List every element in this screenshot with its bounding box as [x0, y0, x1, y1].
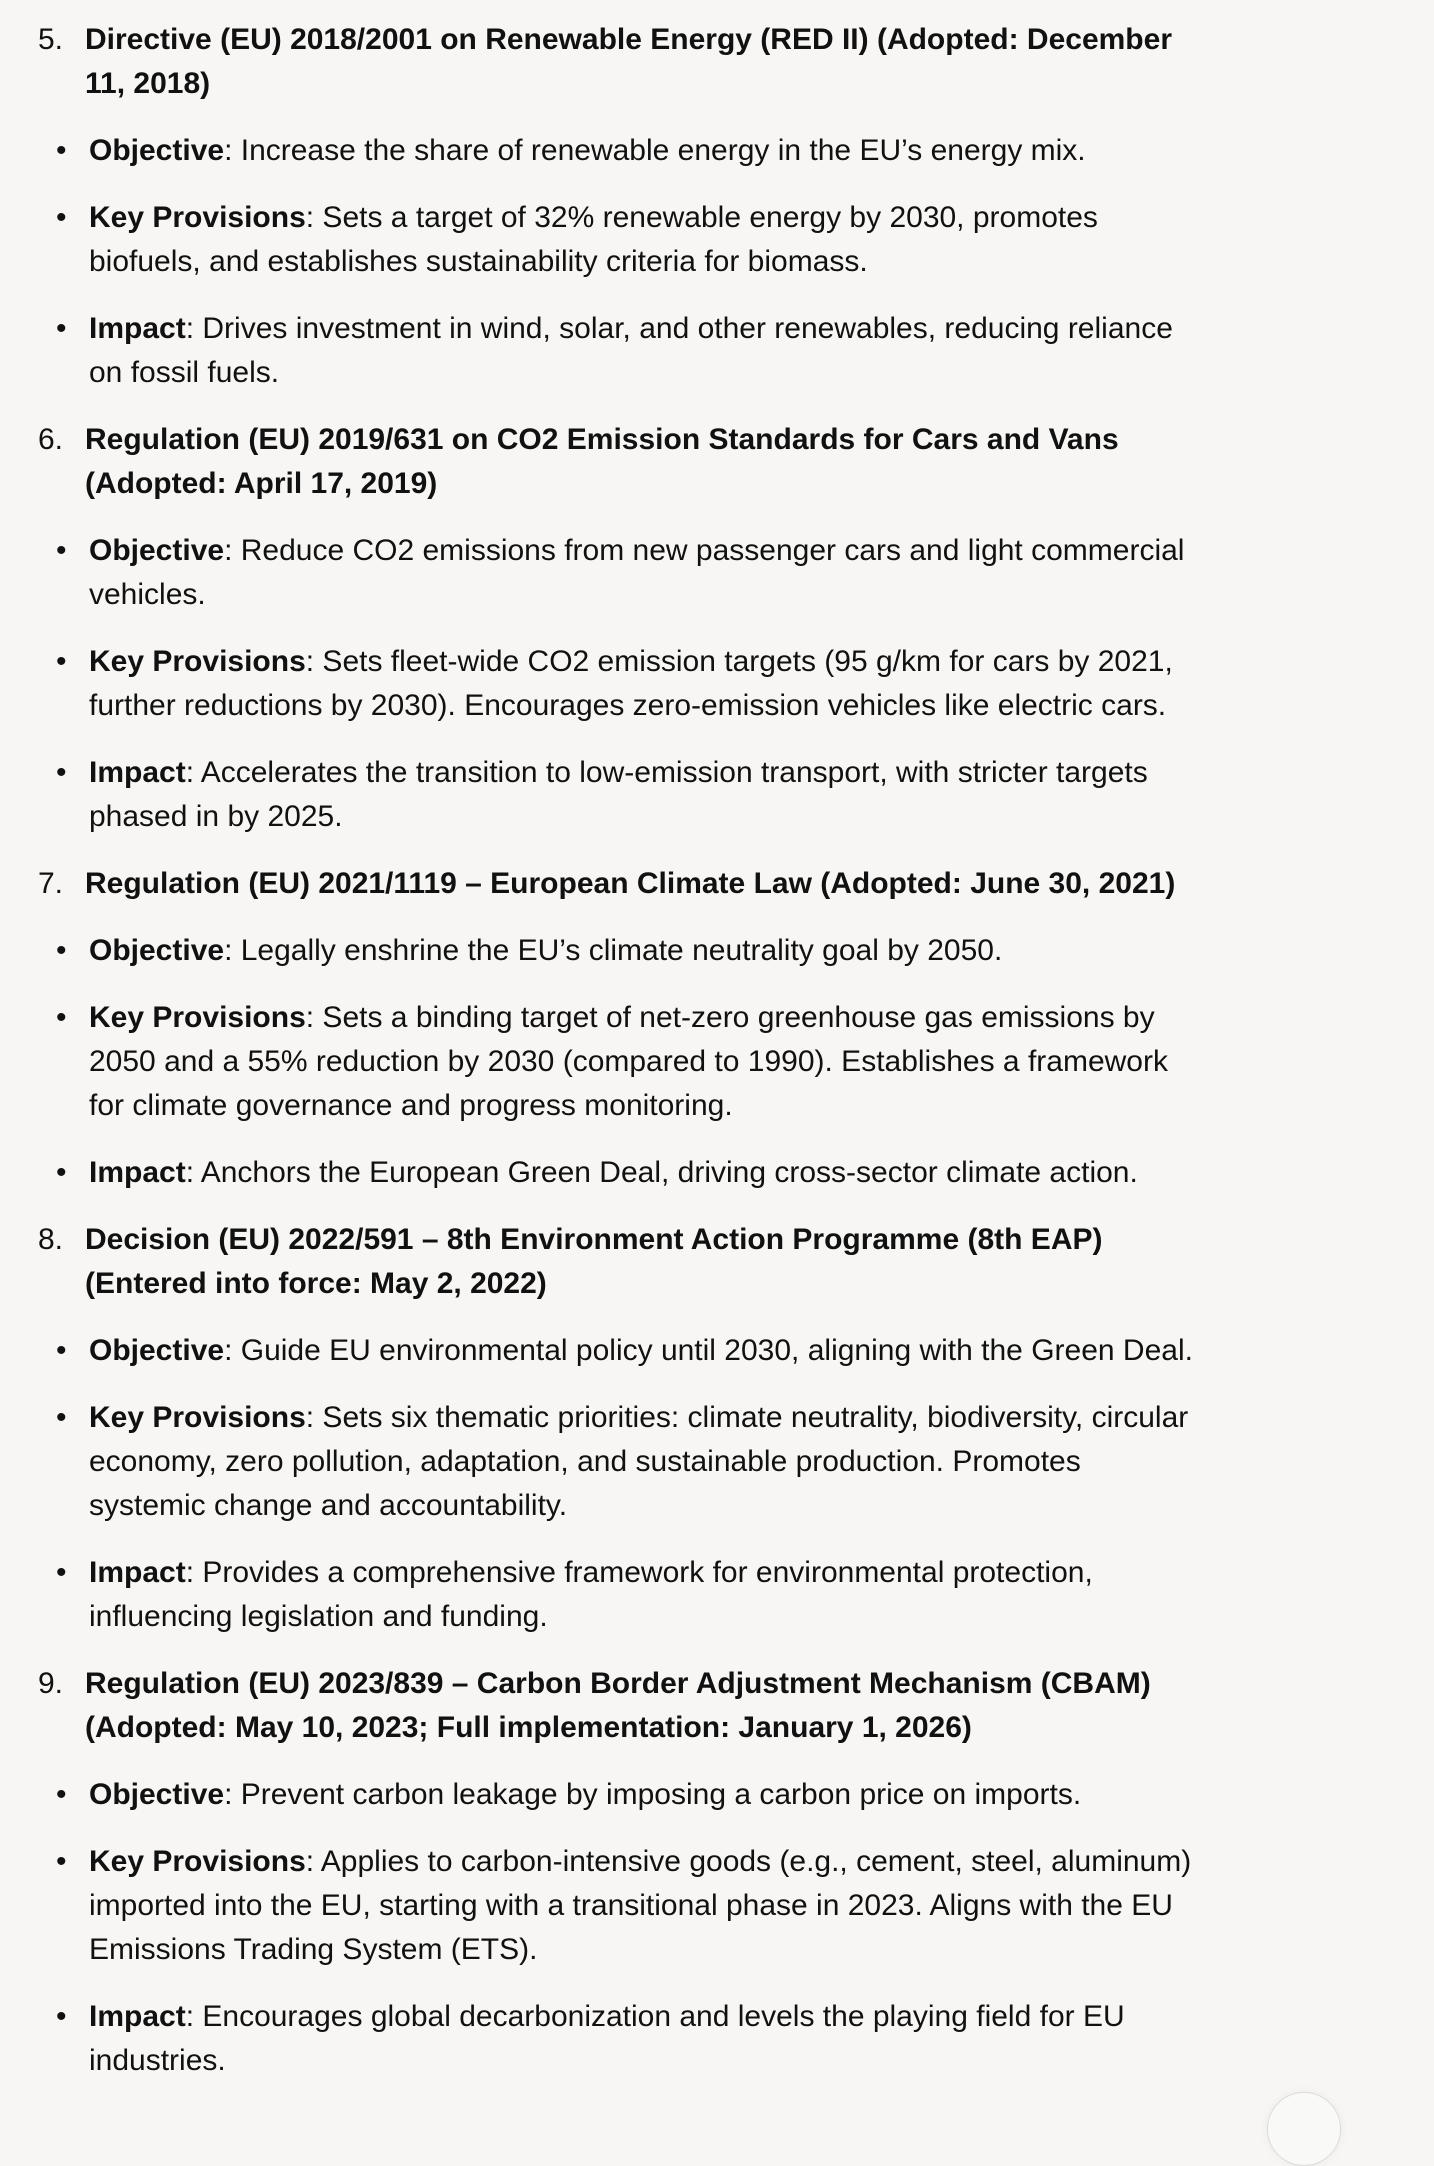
- bullet-line: [89, 1884, 1434, 1928]
- response-content: [0, 18, 1434, 2106]
- list-item-heading: [0, 1662, 1434, 1750]
- bullet-line: [89, 1928, 1434, 1972]
- bullet-line: [89, 1995, 1434, 2039]
- bullet-item: [0, 1840, 1434, 1972]
- bullet-text: : Reduce CO2 emissions from new passenger cars and light commercial: [224, 534, 1185, 567]
- bullet-icon: •: [56, 1401, 67, 1434]
- bullet-line: [89, 1084, 1434, 1128]
- bullet-line: [89, 795, 1434, 839]
- bullet-line: [89, 1329, 1434, 1373]
- bullet-icon: •: [56, 534, 67, 567]
- bullet-icon: •: [56, 645, 67, 678]
- bullet-label: Objective: [89, 134, 225, 167]
- bullet-text: : Sets six thematic priorities: climate neutrality, biodiversity, circular: [305, 1401, 1189, 1434]
- bullet-text: industries.: [89, 2044, 226, 2077]
- list-item-heading: [0, 1218, 1434, 1306]
- list-number: 8.: [38, 1223, 64, 1256]
- bullet-label: Objective: [89, 1778, 225, 1811]
- bullet-text: on fossil fuels.: [89, 356, 280, 389]
- bullet-line: [89, 684, 1434, 728]
- bullet-label: Impact: [89, 2000, 186, 2033]
- bullet-icon: •: [56, 1001, 67, 1034]
- bullet-text: : Legally enshrine the EU’s climate neutrality goal by 2050.: [224, 934, 1003, 967]
- bullet-icon: •: [56, 1845, 67, 1878]
- heading-line: (Adopted: April 17, 2019): [85, 467, 438, 500]
- bullet-line: [89, 1396, 1434, 1440]
- bullet-icon: •: [56, 1156, 67, 1189]
- bullet-label: Objective: [89, 1334, 225, 1367]
- bullet-item: [0, 1551, 1434, 1639]
- list-number: 7.: [38, 867, 64, 900]
- list-item-heading: [0, 18, 1434, 106]
- bullet-item: [0, 1995, 1434, 2083]
- bullet-icon: •: [56, 1556, 67, 1589]
- bullet-line: [89, 351, 1434, 395]
- bullet-line: [89, 240, 1434, 284]
- bullet-line: [89, 1484, 1434, 1528]
- bullet-item: [0, 751, 1434, 839]
- heading-line: Directive (EU) 2018/2001 on Renewable Energy (RED II) (Adopted: December: [85, 23, 1172, 56]
- bullet-item: [0, 529, 1434, 617]
- bullet-item: [0, 640, 1434, 728]
- heading-line: Decision (EU) 2022/591 – 8th Environment Action Programme (8th EAP): [85, 1223, 1103, 1256]
- heading-line: Regulation (EU) 2023/839 – Carbon Border Adjustment Mechanism (CBAM): [85, 1667, 1151, 1700]
- bullet-line: [89, 1773, 1434, 1817]
- bullet-text: influencing legislation and funding.: [89, 1600, 548, 1633]
- bullet-text: for climate governance and progress monitoring.: [89, 1089, 733, 1122]
- bullet-text: : Applies to carbon-intensive goods (e.g., cement, steel, aluminum): [305, 1845, 1192, 1878]
- bullet-icon: •: [56, 2000, 67, 2033]
- bullet-text: further reductions by 2030). Encourages zero-emission vehicles like electric cars.: [89, 689, 1167, 722]
- bullet-item: [0, 129, 1434, 173]
- bullet-label: Key Provisions: [89, 1401, 306, 1434]
- bullet-text: systemic change and accountability.: [89, 1489, 568, 1522]
- bullet-text: phased in by 2025.: [89, 800, 343, 833]
- bullet-line: [89, 929, 1434, 973]
- bullet-text: : Accelerates the transition to low-emission transport, with stricter targets: [185, 756, 1148, 789]
- list-number: 5.: [38, 23, 64, 56]
- bullet-item: [0, 929, 1434, 973]
- bullet-icon: •: [56, 134, 67, 167]
- bullet-text: imported into the EU, starting with a transitional phase in 2023. Aligns with the EU: [89, 1889, 1173, 1922]
- bullet-line: [89, 529, 1434, 573]
- bullet-line: [89, 196, 1434, 240]
- bullet-icon: •: [56, 1334, 67, 1367]
- bullet-line: [89, 1440, 1434, 1484]
- heading-line: Regulation (EU) 2019/631 on CO2 Emission Standards for Cars and Vans: [85, 423, 1119, 456]
- bullet-line: [89, 996, 1434, 1040]
- bullet-item: [0, 1396, 1434, 1528]
- bullet-label: Impact: [89, 756, 186, 789]
- scroll-to-bottom-button[interactable]: [1267, 2092, 1341, 2166]
- heading-line: 11, 2018): [85, 67, 211, 100]
- bullet-line: [89, 751, 1434, 795]
- bullet-text: 2050 and a 55% reduction by 2030 (compared to 1990). Establishes a framework: [89, 1045, 1168, 1078]
- bullet-item: [0, 307, 1434, 395]
- bullet-text: : Sets fleet-wide CO2 emission targets (95 g/km for cars by 2021,: [305, 645, 1173, 678]
- bullet-text: : Sets a target of 32% renewable energy by 2030, promotes: [305, 201, 1098, 234]
- bullet-text: : Prevent carbon leakage by imposing a carbon price on imports.: [224, 1778, 1082, 1811]
- bullet-item: [0, 996, 1434, 1128]
- bullet-text: : Drives investment in wind, solar, and other renewables, reducing reliance: [185, 312, 1173, 345]
- bullet-icon: •: [56, 312, 67, 345]
- bullet-text: Emissions Trading System (ETS).: [89, 1933, 538, 1966]
- bullet-line: [89, 129, 1434, 173]
- bullet-line: [89, 1595, 1434, 1639]
- bullet-text: : Sets a binding target of net-zero greenhouse gas emissions by: [305, 1001, 1155, 1034]
- bullet-item: [0, 1773, 1434, 1817]
- bullet-text: : Increase the share of renewable energy in the EU’s energy mix.: [224, 134, 1086, 167]
- bullet-line: [89, 1840, 1434, 1884]
- bullet-label: Impact: [89, 1156, 186, 1189]
- bullet-icon: •: [56, 934, 67, 967]
- heading-line: Regulation (EU) 2021/1119 – European Climate Law (Adopted: June 30, 2021): [85, 867, 1176, 900]
- bullet-item: [0, 1329, 1434, 1373]
- bullet-text: : Provides a comprehensive framework for environmental protection,: [185, 1556, 1093, 1589]
- heading-line: (Adopted: May 10, 2023; Full implementation: January 1, 2026): [85, 1711, 972, 1744]
- bullet-line: [89, 1151, 1434, 1195]
- list-item-heading: [0, 418, 1434, 506]
- bullet-text: biofuels, and establishes sustainability criteria for biomass.: [89, 245, 868, 278]
- bullet-item: [0, 196, 1434, 284]
- bullet-item: [0, 1151, 1434, 1195]
- bullet-icon: •: [56, 1778, 67, 1811]
- bullet-line: [89, 573, 1434, 617]
- list-item-heading: [0, 862, 1434, 906]
- bullet-line: [89, 1040, 1434, 1084]
- bullet-line: [89, 2039, 1434, 2083]
- bullet-line: [89, 307, 1434, 351]
- bullet-icon: •: [56, 201, 67, 234]
- bullet-icon: •: [56, 756, 67, 789]
- bullet-text: : Guide EU environmental policy until 2030, aligning with the Green Deal.: [224, 1334, 1193, 1367]
- bullet-label: Key Provisions: [89, 1001, 306, 1034]
- bullet-line: [89, 1551, 1434, 1595]
- bullet-label: Objective: [89, 934, 225, 967]
- heading-line: (Entered into force: May 2, 2022): [85, 1267, 547, 1300]
- bullet-text: vehicles.: [89, 578, 206, 611]
- bullet-label: Objective: [89, 534, 225, 567]
- bullet-label: Impact: [89, 1556, 186, 1589]
- list-number: 6.: [38, 423, 64, 456]
- bullet-label: Key Provisions: [89, 201, 306, 234]
- bullet-label: Key Provisions: [89, 645, 306, 678]
- bullet-line: [89, 640, 1434, 684]
- bullet-text: economy, zero pollution, adaptation, and sustainable production. Promotes: [89, 1445, 1081, 1478]
- bullet-text: : Encourages global decarbonization and levels the playing field for EU: [185, 2000, 1125, 2033]
- list-number: 9.: [38, 1667, 64, 1700]
- bullet-label: Key Provisions: [89, 1845, 306, 1878]
- bullet-text: : Anchors the European Green Deal, driving cross-sector climate action.: [185, 1156, 1138, 1189]
- bullet-label: Impact: [89, 312, 186, 345]
